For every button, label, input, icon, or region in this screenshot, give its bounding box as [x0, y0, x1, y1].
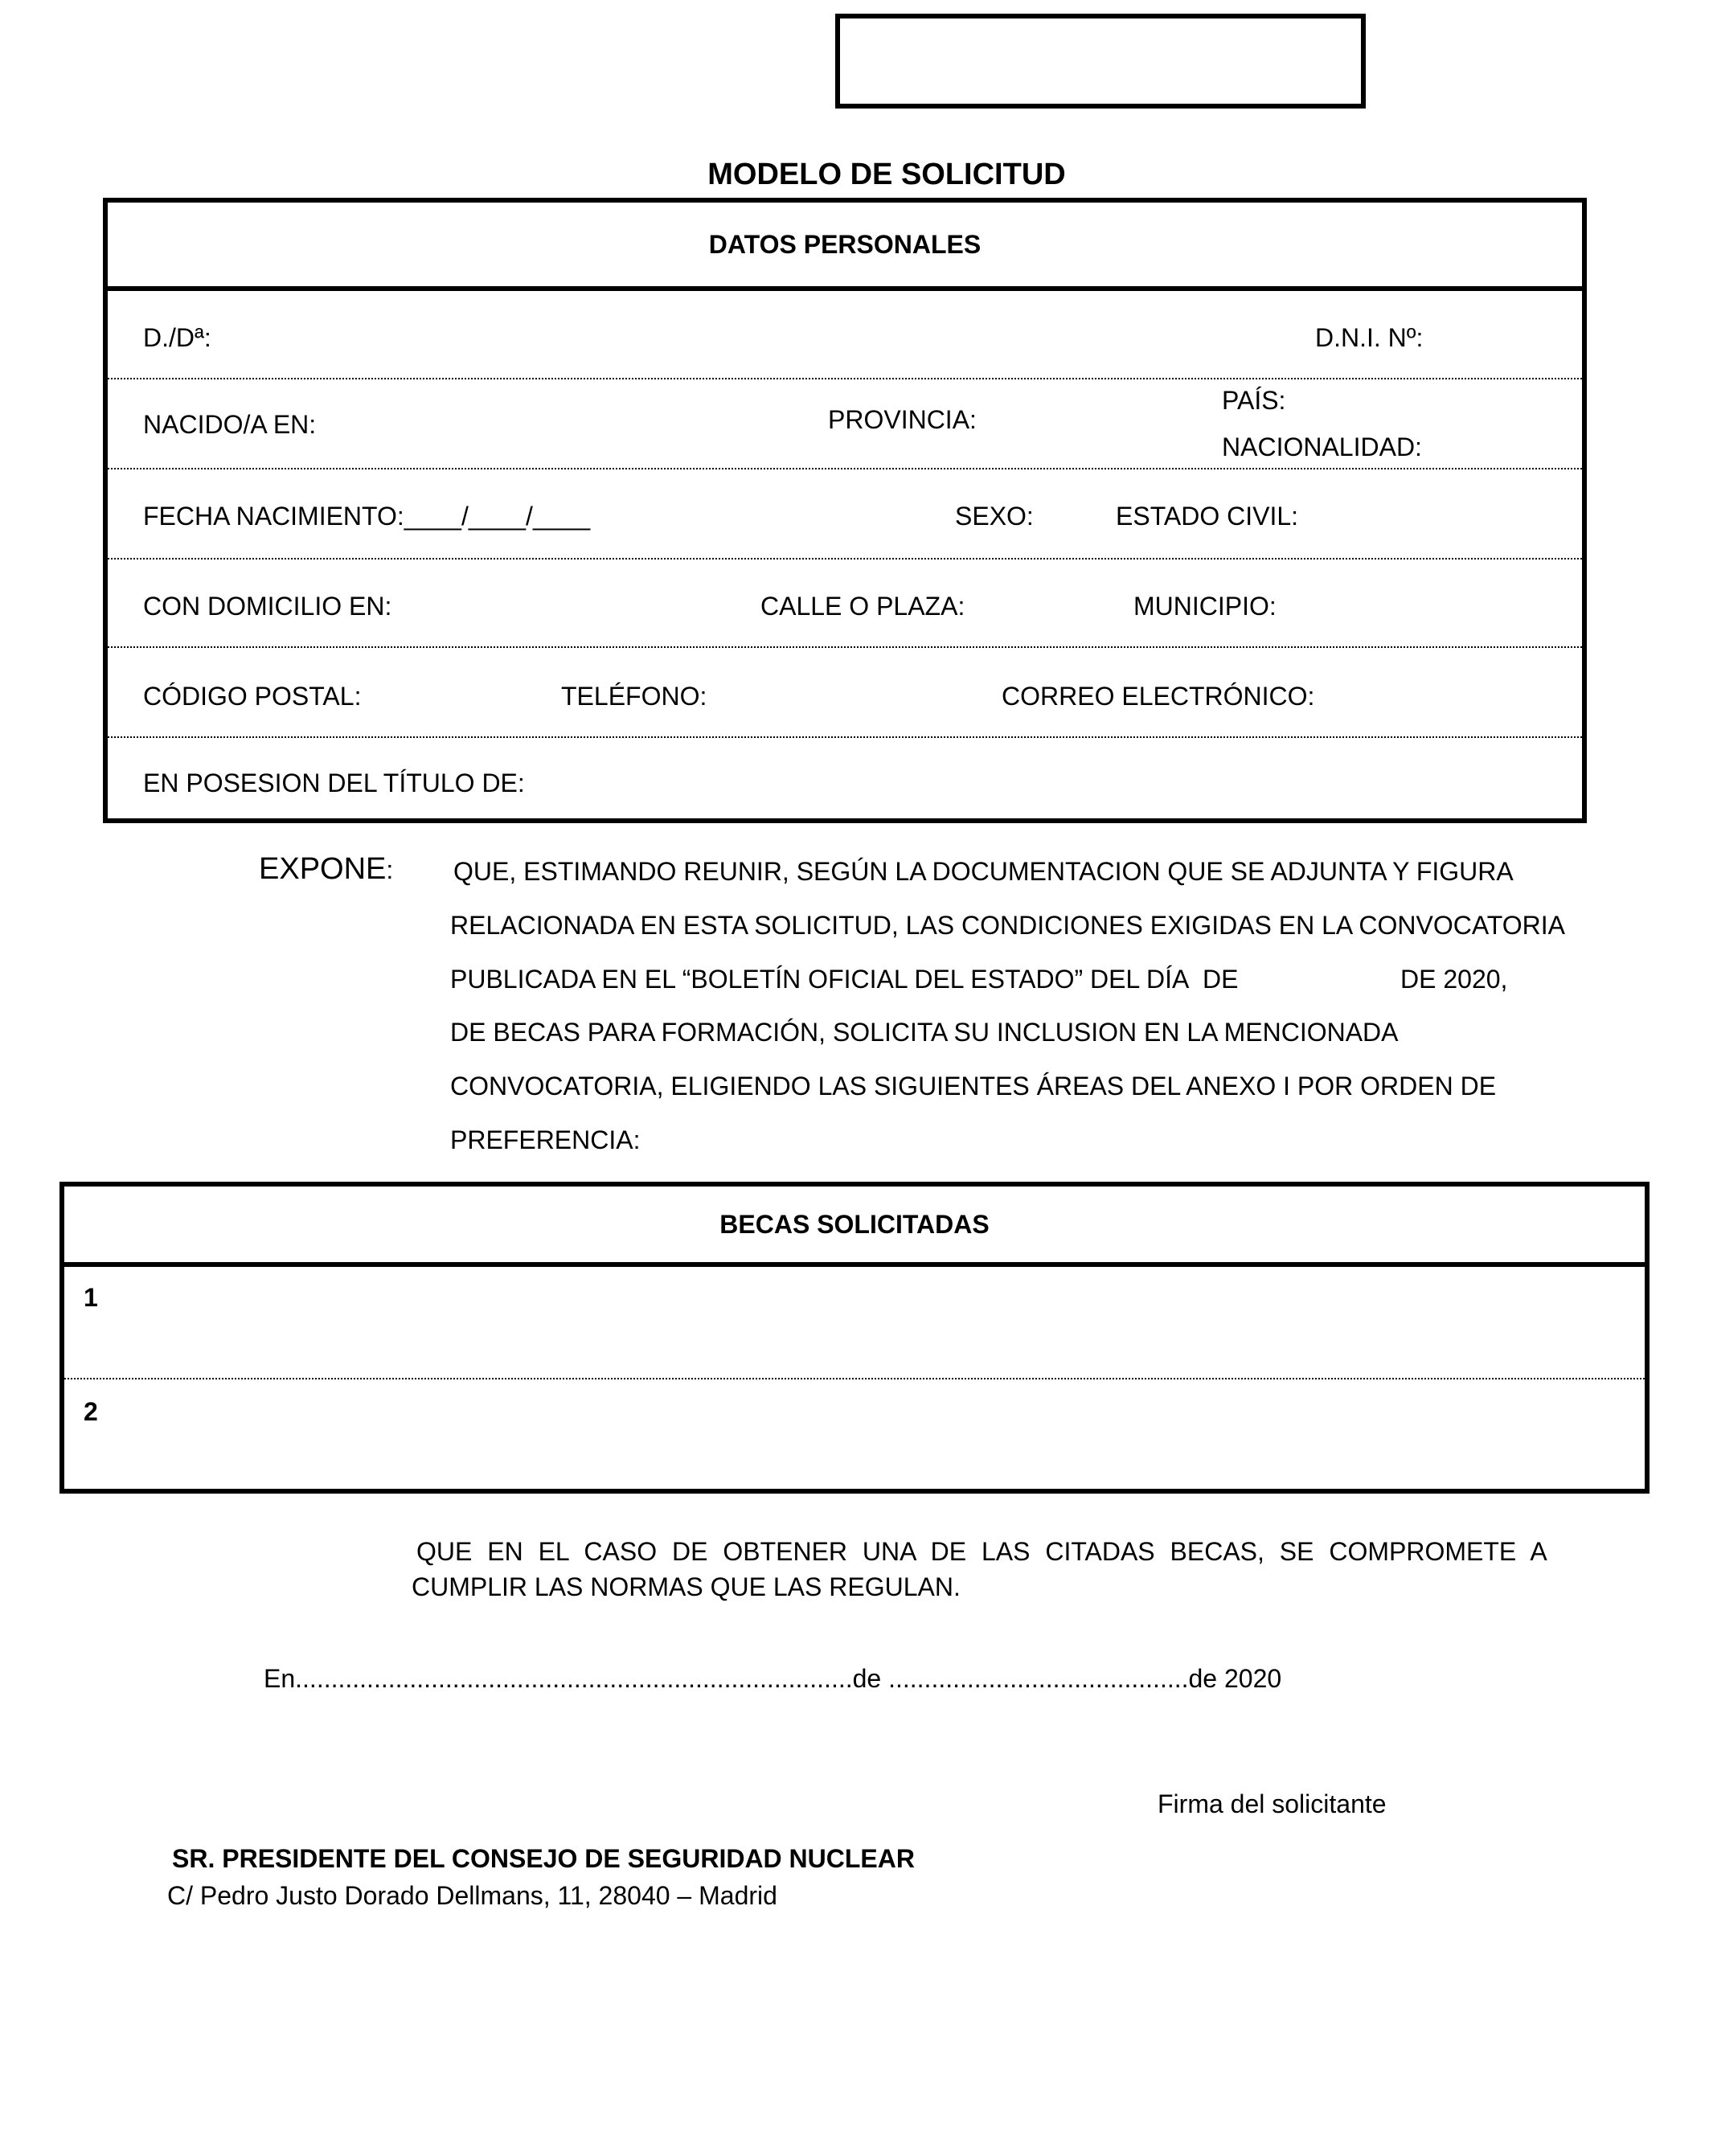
destinatario-direccion: C/ Pedro Justo Dorado Dellmans, 11, 28040 – Madrid — [167, 1881, 777, 1910]
becas-header: BECAS SOLICITADAS — [64, 1187, 1645, 1267]
label-fecha-nacimiento: FECHA NACIMIENTO:____/____/____ — [143, 502, 591, 531]
expone-line-3-year: DE 2020, — [1400, 965, 1508, 994]
label-calle: CALLE O PLAZA: — [760, 592, 965, 621]
row-nombre — [108, 291, 1582, 379]
datos-personales-table — [103, 198, 1587, 823]
expone-word: EXPONE — [259, 852, 387, 886]
row-domicilio — [108, 559, 1582, 648]
label-nacionalidad: NACIONALIDAD: — [1222, 432, 1422, 461]
row-contacto — [108, 648, 1582, 738]
label-nombre: D./Dª: — [143, 323, 211, 352]
label-provincia: PROVINCIA: — [828, 405, 977, 434]
expone-colon: : — [386, 855, 394, 884]
becas-table — [59, 1182, 1650, 1494]
firma-label: Firma del solicitante — [1158, 1789, 1387, 1818]
label-dni: D.N.I. Nº: — [1315, 323, 1424, 352]
expone-label — [259, 852, 393, 887]
row-nacimiento-lugar — [108, 379, 1582, 469]
label-pais: PAÍS: — [1222, 386, 1286, 415]
label-codigo-postal: CÓDIGO POSTAL: — [143, 682, 362, 711]
destinatario-cargo: SR. PRESIDENTE DEL CONSEJO DE SEGURIDAD NUCLEAR — [172, 1844, 915, 1873]
expone-line-4: DE BECAS PARA FORMACIÓN, SOLICITA SU INCLUSION EN LA MENCIONADA — [450, 1018, 1399, 1047]
expone-line-3: PUBLICADA EN EL “BOLETÍN OFICIAL DEL ESTADO” DEL DÍA — [450, 965, 1190, 994]
label-telefono: TELÉFONO: — [561, 682, 707, 711]
label-municipio: MUNICIPIO: — [1133, 592, 1277, 621]
label-domicilio: CON DOMICILIO EN: — [143, 592, 392, 621]
expone-line-2: RELACIONADA EN ESTA SOLICITUD, LAS CONDICIONES EXIGIDAS EN LA CONVOCATORIA — [450, 911, 1565, 940]
label-nacido: NACIDO/A EN: — [143, 410, 317, 439]
expone-line-1: QUE, ESTIMANDO REUNIR, SEGÚN LA DOCUMENTACION QUE SE ADJUNTA Y FIGURA — [453, 857, 1514, 886]
label-sexo: SEXO: — [955, 502, 1034, 531]
row-fecha-nacimiento — [108, 469, 1582, 559]
beca-row-2 — [64, 1379, 1645, 1489]
page-title: MODELO DE SOLICITUD — [707, 158, 1066, 191]
compromiso-line-2: CUMPLIR LAS NORMAS QUE LAS REGULAN. — [412, 1572, 961, 1601]
fecha-lugar-line: En..............................................................................de ..........................................de 2020 — [264, 1664, 1282, 1693]
label-correo: CORREO ELECTRÓNICO: — [1002, 682, 1315, 711]
beca-row-1 — [64, 1267, 1645, 1379]
beca-number-1: 1 — [84, 1283, 98, 1312]
compromiso-line-1: QUE EN EL CASO DE OBTENER UNA DE LAS CITADAS BECAS, SE COMPROMETE A — [416, 1537, 1547, 1566]
expone-line-5: CONVOCATORIA, ELIGIENDO LAS SIGUIENTES ÁREAS DEL ANEXO I POR ORDEN DE — [450, 1072, 1497, 1101]
expone-line-6: PREFERENCIA: — [450, 1125, 641, 1154]
expone-line-3-de: DE — [1203, 965, 1239, 994]
datos-personales-header: DATOS PERSONALES — [108, 203, 1582, 291]
label-estado-civil: ESTADO CIVIL: — [1116, 502, 1299, 531]
beca-number-2: 2 — [84, 1397, 98, 1426]
registro-box — [835, 14, 1366, 109]
label-titulo: EN POSESION DEL TÍTULO DE: — [143, 769, 525, 797]
row-titulo — [108, 738, 1582, 818]
